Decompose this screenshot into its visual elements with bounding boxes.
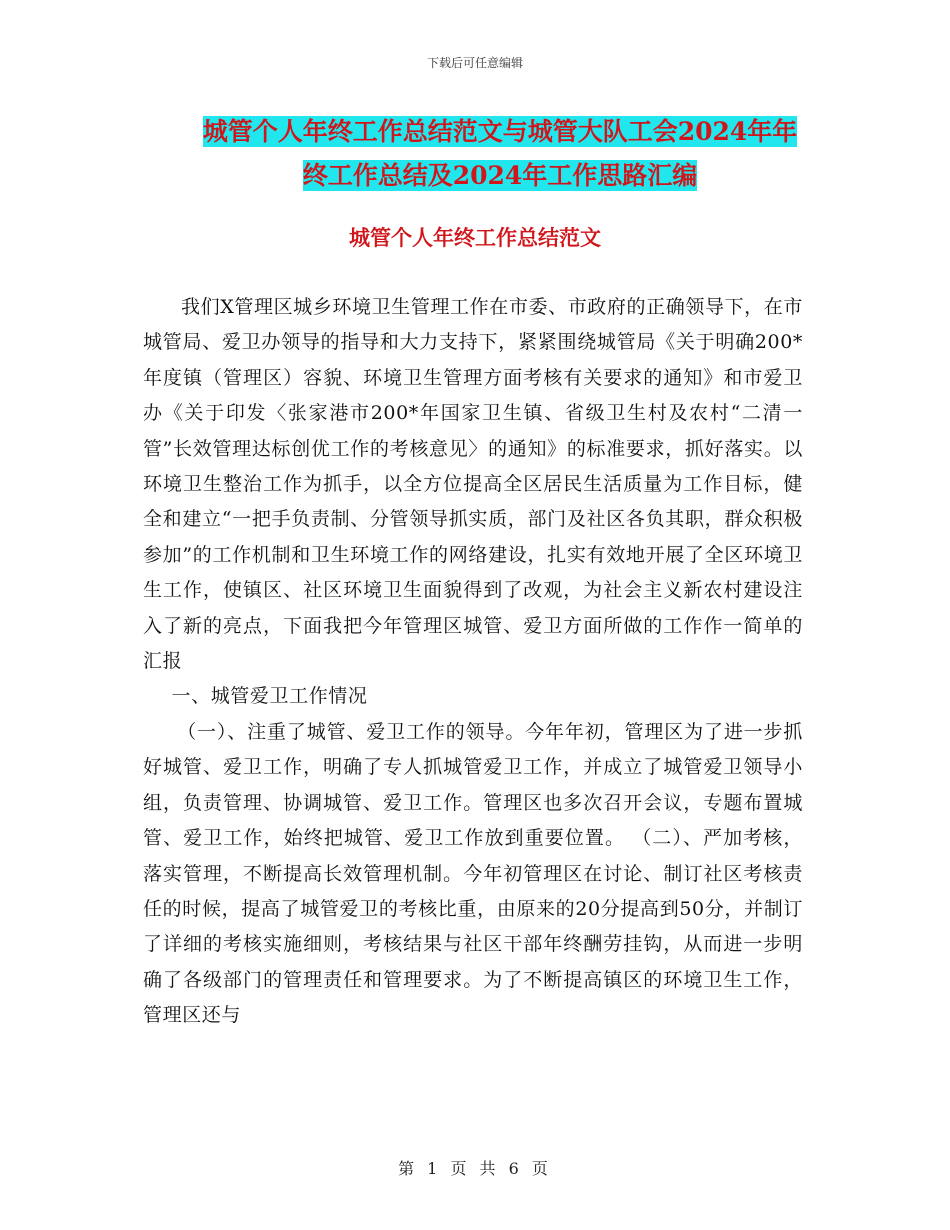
section-title: 城管个人年终工作总结范文 xyxy=(349,225,601,250)
paragraph-heading: 一、城管爱卫工作情况 xyxy=(171,685,368,708)
header-note: 下载后可任意编辑 xyxy=(426,56,523,70)
document-body xyxy=(143,290,803,1034)
document-title-line-2: 终工作总结及2024年工作思路汇编 xyxy=(302,161,698,190)
paragraph-work-details: （一）、注重了城管、爱卫工作的领导。今年年初，管理区为了进一步抓好城管、爱卫工作，明确了专人抓城管爱卫工作，并成立了城管爱卫领导小组，负责管理、协调城管、爱卫工作。管理区也多次召开会议，专题布置城管、爱卫工作，始终把城管、爱卫工作放到重要位置。 （二）、严加考核，落实管理，不断提高长效管理机制。今年初管理区在讨论、制订社区考核责任的时候，提高了城管爱卫的考核比重，由原来的20分提高到50分，并制订了详细的考核实施细则，考核结果与社区干部年终酬劳挂钩，从而进一步明确了各级部门的管理责任和管理要求。为了不断提高镇区的环境卫生工作，管理区还与 xyxy=(143,720,803,1027)
paragraph-intro: 我们X管理区城乡环境卫生管理工作在市委、市政府的正确领导下，在市城管局、爱卫办领导的指导和大力支持下，紧紧围绕城管局《关于明确200*年度镇（管理区）容貌、环境卫生管理方面考核有关要求的通知》和市爱卫办《关于印发〈张家港市200*年国家卫生镇、省级卫生村及农村“二清一管”长效管理达标创优工作的考核意见〉的通知》的标准要求，抓好落实。以环境卫生整治工作为抓手，以全方位提高全区居民生活质量为工作目标，健全和建立“一把手负责制、分管领导抓实质，部门及社区各负其职，群众积极参加”的工作机制和卫生环境工作的网络建设，扎实有效地开展了全区环境卫生工作，使镇区、社区环境卫生面貌得到了改观，为社会主义新农村建设注入了新的亮点，下面我把今年管理区城管、爱卫方面所做的工作作一简单的汇报 xyxy=(143,296,803,673)
page-number-footer: 第 1 页 共 6 页 xyxy=(398,1159,552,1178)
document-title xyxy=(150,110,850,198)
document-title-line-1: 城管个人年终工作总结范文与城管大队工会2024年年 xyxy=(202,117,798,146)
